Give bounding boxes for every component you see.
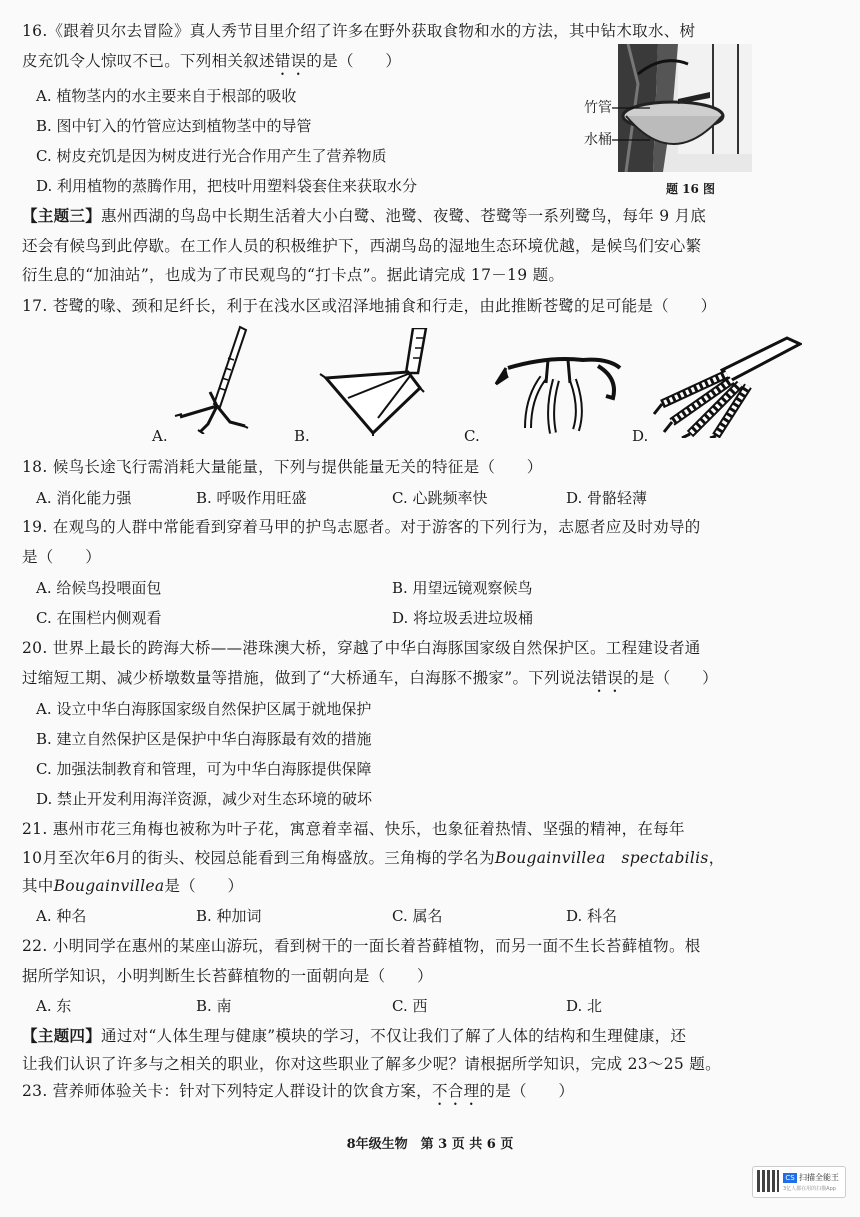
q22-option-b: B. 南 — [196, 997, 232, 1015]
q16-stem-text: 皮充饥令人惊叹不已。下列相关叙述 — [22, 52, 275, 70]
theme4-tag: 【主题四】 — [22, 1026, 102, 1045]
q16-option-b: B. 图中钉入的竹管应达到植物茎中的导管 — [36, 117, 312, 135]
q16-figure-label-pipe: 竹管 — [584, 100, 612, 116]
q21-scientific-name: Bougainvillea spectabilis — [494, 849, 709, 867]
theme3-text1: 惠州西湖的鸟岛中长期生活着大小白鹭、池鹭、夜鹭、苍鹭等一系列鹭鸟，每年 9 月底 — [101, 207, 707, 225]
q18-option-a: A. 消化能力强 — [36, 489, 132, 507]
theme4-intro-line2: 让我们认识了许多与之相关的职业，你对这些职业了解多少呢？请根据所学知识，完成 23～25 题。 — [22, 1055, 721, 1073]
camscanner-logo-icon: CS — [783, 1173, 797, 1183]
q23-stem — [22, 1080, 574, 1109]
q21-stem-tail: 是（ ） — [164, 877, 244, 895]
theme3-tag: 【主题三】 — [22, 206, 102, 225]
q17-option-d-label: D. — [632, 427, 649, 445]
q20-stem-tail: 的是（ ） — [623, 669, 718, 687]
scanner-brand-slogan: 3亿人都在用的扫描App — [783, 1186, 836, 1192]
q16-option-c: C. 树皮充饥是因为树皮进行光合作用产生了营养物质 — [36, 147, 387, 165]
q21-stem-comma: ， — [708, 849, 725, 867]
q16-figure-label-bucket: 水桶 — [584, 132, 612, 148]
q19-option-d: D. 将垃圾丢进垃圾桶 — [392, 609, 534, 627]
q20-stem-text: 过缩短工期、减少桥墩数量等措施，做到了“大桥通车，白海豚不搬家”。下列说法 — [22, 669, 592, 687]
q17-option-a-label: A. — [152, 427, 168, 445]
q20-option-b: B. 建立自然保护区是保护中华白海豚最有效的措施 — [36, 730, 372, 748]
q20-stem-line1: 20. 世界上最长的跨海大桥——港珠澳大桥，穿越了中华白海豚国家级自然保护区。工程建设者通 — [22, 639, 701, 657]
q17-foot-c-image — [488, 338, 628, 438]
qr-code-icon — [757, 1170, 779, 1192]
q16-figure-caption: 题 16 图 — [666, 182, 716, 196]
q16-figure-leader-lines — [612, 100, 652, 150]
scanner-brand-name: 扫描全能王 — [799, 1173, 839, 1182]
q23-stem-text: 23. 营养师体验关卡：针对下列特定人群设计的饮食方案， — [22, 1082, 432, 1100]
q19-stem-line1: 19. 在观鸟的人群中常能看到穿着马甲的护鸟志愿者。对于游客的下列行为，志愿者应及时劝导的 — [22, 518, 701, 536]
q21-option-a: A. 种名 — [36, 907, 87, 925]
q18-option-c: C. 心跳频率快 — [392, 489, 488, 507]
q21-option-c: C. 属名 — [392, 907, 443, 925]
scanner-watermark — [752, 1166, 846, 1198]
q20-option-a: A. 设立中华白海豚国家级自然保护区属于就地保护 — [36, 700, 372, 718]
q21-stem-line2 — [22, 847, 725, 869]
q16-stem-tail: 的是（ ） — [306, 52, 402, 70]
q18-stem: 18. 候鸟长途飞行需消耗大量能量，下列与提供能量无关的特征是（ ） — [22, 458, 543, 476]
theme3-intro-line1 — [22, 205, 706, 227]
q17-option-b-label: B. — [294, 427, 310, 445]
q18-option-d: D. 骨骼轻薄 — [566, 489, 648, 507]
q16-option-a: A. 植物茎内的水主要来自于根部的吸收 — [36, 87, 297, 105]
q21-option-d: D. 科名 — [566, 907, 618, 925]
q19-option-c: C. 在围栏内侧观看 — [36, 609, 162, 627]
q21-stem-line3 — [22, 875, 243, 897]
q22-stem-line1: 22. 小明同学在惠州的某座山游玩，看到树干的一面长着苔藓植物，而另一面不生长苔藓植物。根 — [22, 937, 701, 955]
q18-option-b: B. 呼吸作用旺盛 — [196, 489, 307, 507]
theme3-intro-line2: 还会有候鸟到此停歇。在工作人员的积极维护下，西湖鸟岛的湿地生态环境优越，是候鸟们安心繁 — [22, 237, 702, 255]
q22-stem-line2: 据所学知识，小明判断生长苔藓植物的一面朝向是（ ） — [22, 967, 433, 985]
q23-stem-tail: 的是（ ） — [479, 1082, 575, 1100]
q21-genus-name: Bougainvillea — [53, 877, 165, 895]
theme3-intro-line3: 衍生息的“加油站”，也成为了市民观鸟的“打卡点”。据此请完成 17－19 题。 — [22, 266, 565, 284]
q19-stem-line2: 是（ ） — [22, 548, 102, 566]
theme4-text1: 通过对“人体生理与健康”模块的学习，不仅让我们了解了人体的结构和生理健康，还 — [101, 1027, 687, 1045]
q17-foot-d-image — [652, 334, 802, 438]
q22-option-a: A. 东 — [36, 997, 72, 1015]
q17-foot-b-image — [318, 328, 448, 436]
q21-option-b: B. 种加词 — [196, 907, 262, 925]
q21-stem-text: 10月至次年6月的街头、校园总能看到三角梅盛放。三角梅的学名为 — [22, 849, 495, 867]
q16-emphasis: 错误 — [274, 52, 307, 70]
q17-option-c-label: C. — [464, 427, 480, 445]
q19-option-a: A. 给候鸟投喂面包 — [36, 579, 162, 597]
page-footer: 8年级生物 第 3 页 共 6 页 — [346, 1137, 514, 1152]
q16-option-d: D. 利用植物的蒸腾作用，把枝叶用塑料袋套住来获取水分 — [36, 177, 418, 195]
theme4-intro-line1 — [22, 1025, 686, 1047]
q19-option-b: B. 用望远镜观察候鸟 — [392, 579, 533, 597]
q22-option-d: D. 北 — [566, 997, 603, 1015]
q20-emphasis: 错误 — [591, 669, 624, 687]
q20-option-c: C. 加强法制教育和管理，可为中华白海豚提供保障 — [36, 760, 372, 778]
q16-stem-line2 — [22, 50, 401, 79]
q21-stem-prefix: 其中 — [22, 877, 54, 895]
q17-foot-a-image — [170, 322, 260, 434]
q16-stem-line1: 16.《跟着贝尔去冒险》真人秀节目里介绍了许多在野外获取食物和水的方法，其中钻木取水、树 — [22, 22, 696, 40]
q22-option-c: C. 西 — [392, 997, 428, 1015]
q21-stem-line1: 21. 惠州市花三角梅也被称为叶子花，寓意着幸福、快乐，也象征着热情、坚强的精神，在每年 — [22, 820, 685, 838]
q17-stem: 17. 苍鹭的喙、颈和足纤长，利于在浅水区或沼泽地捕食和行走，由此推断苍鹭的足可能是（ ） — [22, 297, 717, 315]
q20-option-d: D. 禁止开发利用海洋资源，减少对生态环境的破坏 — [36, 790, 373, 808]
q23-emphasis: 不合理 — [431, 1082, 480, 1100]
q20-stem-line2 — [22, 667, 718, 696]
